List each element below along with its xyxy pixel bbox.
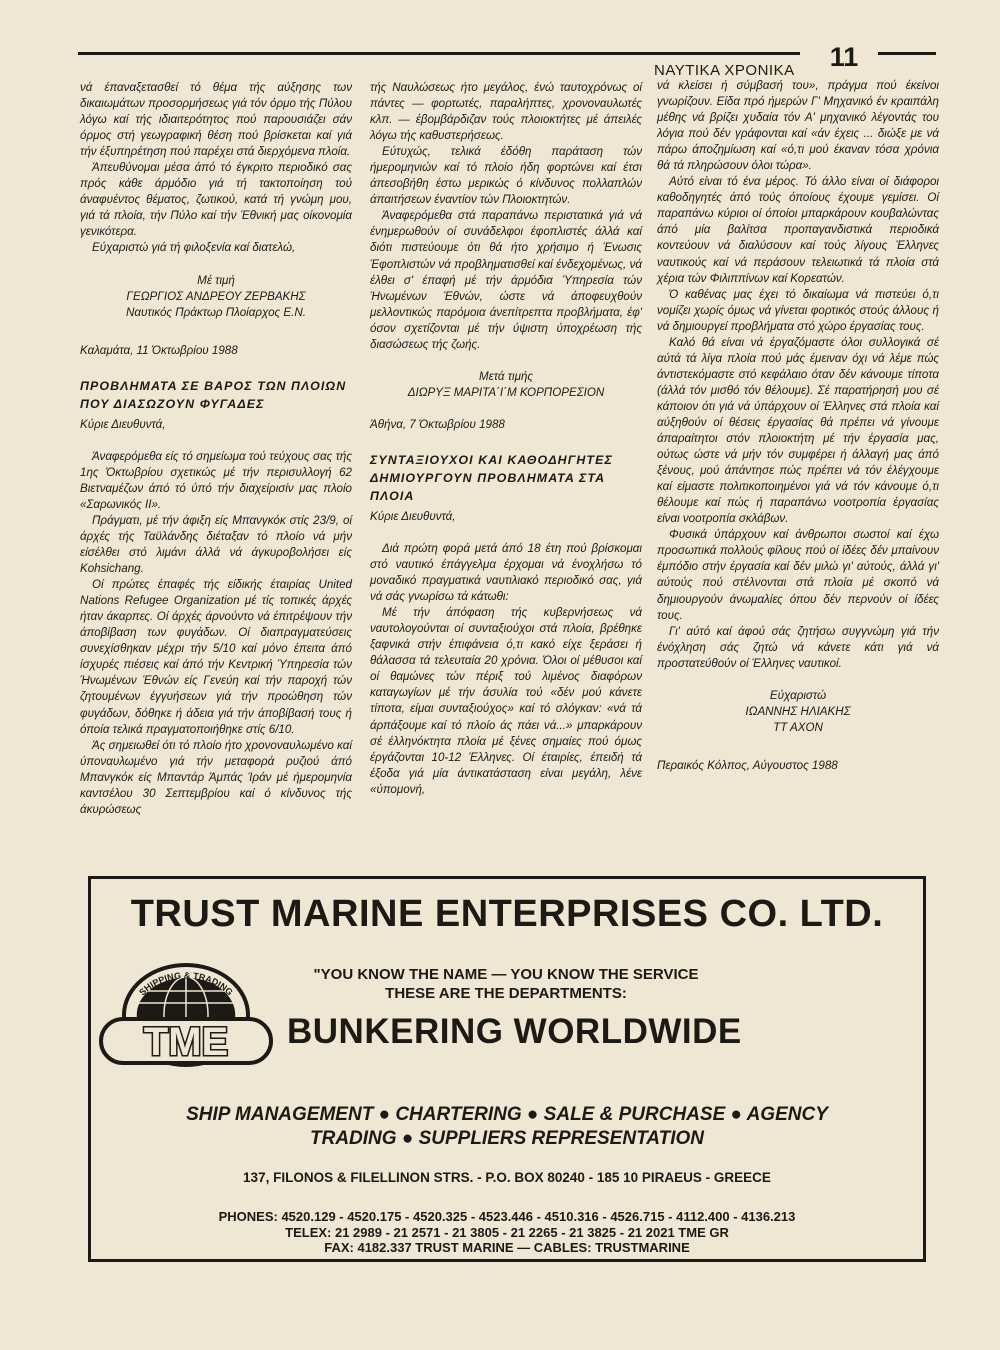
col2-paragraph-2: Εύτυχώς, τελικά έδόθη παράταση τών ήμερομηνιών καί τό πλοίο ήδη φορτώνει καί έτσι άπεσοβήθη έστω μερικώς ό κίνδυνος πολλαπλών άπαιτήσεων έναντίον τών Πλοιοκτητών. — [370, 145, 642, 207]
col1-paragraph-1: νά έπαναξετασθεί τό θέμα τής αύξησης των δικαιωμάτων προσορμήσεως γιά τόν όρμο τής Πύλου λόγω καί τής ιδιαιτερότητος πού παρουσιάζει σάν όρμος στή γεωγραφική θέση πού βρίσκεται καί γιά τήν έξυπηρέτηση πού παρέχει στά διερχόμενα πλοία. — [80, 81, 352, 159]
col1-place-date: Καλαμάτα, 11 Όκτωβρίου 1988 — [80, 343, 238, 357]
col2-closing: Μετά τιμής — [478, 369, 534, 383]
col1-paragraph-6: Οί πρώτες έπαφές τής είδικής έταιρίας United Nations Refugee Organization μέ τίς τοπικές άρχές ήταν άκαρπες. Οί άρχές άρνούντο νά έπιτρέψουν τήν άποβίβαση των φυγάδων. Οί διαπραγματεύσεις συνεχίσθηκαν μέχρι τήν 5/10 καί μόνο έπειτα άπό ίσχυρές πιέσεις καί άπό τήν Κεντρική Ύπηρεσία τών Ήνωμένων Έθνών είς Γενεύη καί τήν παροχή τών ζητουμένων έγγυήσεων γιά τήν προώθηση τών φυγάδων, δόθηκε ή άδεια γιά τήν άποβίβασή τους ή όποία τελικά πραγματοποιήθηκε στίς 6/10. — [80, 578, 352, 736]
tme-logo — [97, 943, 275, 1091]
column-1 — [80, 80, 352, 818]
col2-signature-name: ΔΙΩΡΥΞ ΜΑΡΙΤΑ΄Ι΄Μ ΚΟΡΠΟΡΕΣΙΟΝ — [407, 385, 605, 399]
ad-slogan — [281, 965, 731, 1003]
ad-departments-line-1: SHIP MANAGEMENT ● CHARTERING ● SALE & PURCHASE ● AGENCY — [186, 1104, 828, 1125]
ad-company-name: TRUST MARINE ENTERPRISES CO. LTD. — [130, 893, 884, 935]
col3-signature-name: ΙΩΑΝΝΗΣ ΗΛΙΑΚΗΣ — [745, 704, 851, 718]
col2-place-date: Άθήνα, 7 Όκτωβρίου 1988 — [370, 417, 505, 431]
ad-contact-info — [91, 1209, 923, 1256]
ad-departments — [91, 1103, 923, 1151]
magazine-title: ΝΑΥΤΙΚΑ ΧΡΟΝΙΚΑ — [654, 62, 795, 79]
ad-slogan-line-2: THESE ARE THE DEPARTMENTS: — [385, 985, 627, 1002]
article-heading-pensioners: ΣΥΝΤΑΞΙΟΥΧΟΙ ΚΑΙ ΚΑΘΟΔΗΓΗΤΕΣ ΔΗΜΙΟΥΡΓΟΥΝ ΠΡΟΒΛΗΜΑΤΑ ΣΤΑ ΠΛΟΙΑ — [370, 452, 613, 503]
col2-paragraph-4: Διά πρώτη φορά μετά άπό 18 έτη πού βρίσκομαι στό ναυτικό έπάγγελμα έρχομαι νά ένοχλήσω τό μοναδικό πραγματικά ναυτιλιακό περιοδικό σας, γιά νά σάς γνωρίσω τά κάτωθι: — [370, 541, 642, 604]
col3-paragraph-3: Ό καθένας μας έχει τό δικαίωμα νά πιστεύει ό,τι νομίζει χωρίς όμως νά γίνεται φορτικός στούς άλλους ή νά δημιουργεί προβλήματα στό χώρο έργασίας τους. — [657, 287, 939, 333]
col1-signature-title: Ναυτικός Πράκτωρ Πλοίαρχος Ε.Ν. — [126, 305, 306, 319]
ad-departments-line-2: TRADING ● SUPPLIERS REPRESENTATION — [310, 1128, 704, 1149]
col1-paragraph-2: Άπευθύνομαι μέσα άπό τό έγκριτο περιοδικό σας πρός κάθε άρμόδιο γιά τή τακτοποίηση τού άναφυέντος θέματος, ζωτικού, κατά τή γνώμη μου, γιά τά πλοία, τήν Πύλο καί τήν Έθνική μας οίκονομία γενικότερα. — [80, 161, 352, 239]
column-3 — [657, 78, 939, 774]
col3-closing: Εύχαριστώ — [769, 688, 827, 702]
ad-slogan-line-1: "YOU KNOW THE NAME — YOU KNOW THE SERVICE — [313, 966, 699, 983]
col1-signature-name: ΓΕΩΡΓΙΟΣ ΑΝΔΡΕΟΥ ΖΕΡΒΑΚΗΣ — [126, 289, 306, 303]
col3-paragraph-5: Φυσικά ύπάρχουν καί άνθρωποι σωστοί καί έχω προσωπικά πολλούς φίλους πού οί ίδέες δέν μπαίνουν έμπόδιο στήν έργασία καί δέν μιλώ γι' αύτούς, άλλά γι' αύτούς πού στέλνονται στά πλοία μέ σκοπό νά δημιουργούν άνωμαλίες όπου δέν περνούν οί ίδέες τους. — [657, 528, 939, 622]
ad-fax: FAX: 4182.337 TRUST MARINE — CABLES: TRUSTMARINE — [324, 1240, 690, 1255]
header-rule-right — [878, 52, 936, 55]
col1-salutation: Κύριε Διευθυντά, — [80, 417, 166, 431]
col2-salutation: Κύριε Διευθυντά, — [370, 509, 456, 523]
col1-closing: Μέ τιμή — [197, 273, 235, 287]
column-2 — [370, 80, 642, 798]
ad-phones: PHONES: 4520.129 - 4520.175 - 4520.325 - 4523.446 - 4510.316 - 4526.715 - 4112.400 - 4136.213 — [218, 1209, 796, 1224]
col3-paragraph-6: Γι' αύτό καί άφού σάς ζητήσω συγγνώμη γιά τήν ένόχληση σάς ζητώ νά κάνετε κάτι γιά νά προστατεύθούν οί Έλληνες ναυτικοί. — [657, 624, 939, 670]
col1-paragraph-3: Εύχαριστώ γιά τή φιλοξενία καί διατελώ, — [92, 241, 296, 255]
article-heading-refugees: ΠΡΟΒΛΗΜΑΤΑ ΣΕ ΒΑΡΟΣ ΤΩΝ ΠΛΟΙΩΝ ΠΟΥ ΔΙΑΣΩΖΟΥΝ ΦΥΓΑΔΕΣ — [80, 378, 347, 411]
header-rule-left — [78, 52, 800, 55]
advertisement-box — [88, 876, 926, 1262]
ad-bunkering-headline: BUNKERING WORLDWIDE — [287, 1012, 742, 1051]
col2-paragraph-5: Μέ τήν άπόφαση τής κυβερνήσεως νά ναυτολογούνται οί συνταξιούχοι στά πλοία, βρέθηκε ξαφνικά στήν έπιφάνεια ό,τι κακό είχε ξεράσει ή θάλασσα τά τελευταία 20 χρόνια. Όλοι οί μέθυσοι καί οί θαμώνες τών πέριξ τού λιμένος διαφόρων καταγωγίων μέ τήν άσυλία τού «δέν μού κάνετε τίποτα, είμαι συνταξιούχος» καί τό σλόγκαν: «νά τά άρπάξουμε καί τό πλοίο άς πάει νά...» μπαρκάρουν σέ έλληνόκτητα πλοία μέ ξένες σημαίες πού όμως έργάζονται 10-12 Έλληνες. Οί έταιρίες, έπειδή τά έξοδα γιά μία άντικατάσταση είναι μεγάλη, λένε «ύπομονή, — [370, 606, 642, 796]
page-number: 11 — [829, 42, 859, 72]
ad-telex: TELEX: 21 2989 - 21 2571 - 21 3805 - 21 2265 - 21 3825 - 21 2021 TME GR — [285, 1224, 729, 1240]
col3-paragraph-2: Αύτό είναι τό ένα μέρος. Τό άλλο είναι οί διάφοροι καθοδηγητές άπό τούς όποίους έχουμε γεμίσει. Οί παραπάνω κύριοι οί όποίοι μπαρκάρουν κουβαλώντας άπό μία βαλίτσα προπαγανδιστικά περιοδικά κοντεύουν νά διαλύσουν καί τούς λίγους Έλληνες ναυτικούς καί νά περάσουν τελειωτικά τά πλοία στά χέρια τών Φιλιππίνων καί Κορεατών. — [657, 175, 939, 285]
col1-paragraph-4: Άναφερόμεθα είς τό σημείωμα τού τεύχους σας τής 1ης Όκτωβρίου σχετικώς μέ τήν περισυλλογή 62 Βιετναμέζων άπό τό ύπό τήν διαχείρισίν μας πλοίο «Σαρωνικός ΙΙ». — [80, 449, 352, 511]
col3-signature-title: ΤΤ ΑΧΟΝ — [773, 720, 823, 734]
logo-letters: TME — [143, 1020, 229, 1064]
col1-paragraph-7: Άς σημειωθεί ότι τό πλοίο ήτο χρονοναυλωμένο καί ύποναυλωμένο γιά τήν μεταφορά ρυζιού άπό Μπανγκόκ είς Μπαντάρ Άμπάς Ίράν μέ ήμερομηνία καντσέλου 30 Σεπτεμβρίου καί ό κίνδυνος τής άκυρώσεως — [80, 738, 352, 816]
col3-paragraph-1: νά κλείσει ή σύμβασή του», πράγμα πού έκείνοι γνωρίζουν. Είδα πρό ήμερών Γ' Μηχανικό έν κραιπάλη μέθης νά βρίζει χυδαία τόν Α' μηχανικό λέγοντάς του λόγια πού δέν γράφονται καί «άν έχεις ... διώξε με νά πάρω άποζημίωση καί «ό,τι μού έκαναν τόσα χρόνια θά τά πληρώσουν όλοι τώρα». — [657, 79, 939, 173]
ad-address: 137, FILONOS & FILELLINON STRS. - P.O. BOX 80240 - 185 10 PIRAEUS - GREECE — [243, 1170, 771, 1185]
col2-paragraph-1: τής Ναυλώσεως ήτο μεγάλος, ένώ ταυτοχρόνως οί πάντες — φορτωτές, παραλήπτες, χρονοναυλωτές κλπ. — έβομβάρδιζαν τούς πλοιοκτήτες μέ άπειλές λόγω τής καθυστερήσεως. — [370, 81, 642, 143]
col3-paragraph-4: Καλό θά είναι νά έργαζόμαστε όλοι συλλογικά σέ αύτά τά λίγα πλοία πού μάς έμειναν όχι νά λέμε πώς άντιστεκόμαστε στό κεφάλαιο όταν δέν κάνουμε τίποτα (άλλά τόν μισθό τόν θέλουμε). Σέ παρατήρησή μου σέ κάποιον ότι γιά νά ύπάρχουν οί Έλληνες στά πλοία καί αύξηθούν οί θέσεις έργασίας θά πρέπει νά γίνουμε άπαραίτητοι στόν πλοιοκτήτη μέ τήν έργασία μας, ούτως ώστε νά μήν τόν συμφέρει ή άλλαγή μας άπό ξένους, μού άπάντησε πώς πρέπει νά τόν έλέγχουμε καί είμαστε πολιτικοποιημένοι γιά νά τόν κάνουμε ό,τι θέλουμε καί πώς ή παραπάνω νοοτροπία έργασίας είναι νοοτροπία σκλάβων. — [657, 335, 939, 526]
col2-paragraph-3: Άναφερόμεθα στά παραπάνω περιστατικά γιά νά ένημερωθούν οί συνάδελφοι έφοπλιστές άλλά καί διότι πιστεύουμε ότι θά ήτο χρήσιμο ή Ένωσις Έφοπλιστών νά προβληματισθεί καί ένδεχομένως, νά έλθει σ' έπαφή μέ τήν άρμόδια Ύπηρεσία τών Ήνωμένων Έθνών, ώστε νά άποφευχθούν μελλοντικώς παρόμοια άνεπίτρεπτα προβλήματα, έφ' όσον σχετίζονται μέ τήν ύψιστη ύποχρέωση τής διασώσεως τής ζωής. — [370, 209, 642, 351]
col1-paragraph-5: Πράγματι, μέ τήν άφιξη είς Μπανγκόκ στίς 23/9, οί άρχές τής Ταϋλάνδης διέταξαν τό πλοίο νά μήν είσέλθει στό λιμάνι άλλά νά άγκυροβολήσει είς Kohsichang. — [80, 513, 352, 576]
col3-place-date: Περαικός Κόλπος, Αύγουστος 1988 — [657, 758, 838, 772]
logo-ring-text: SHIPPING & TRADING — [137, 970, 235, 998]
